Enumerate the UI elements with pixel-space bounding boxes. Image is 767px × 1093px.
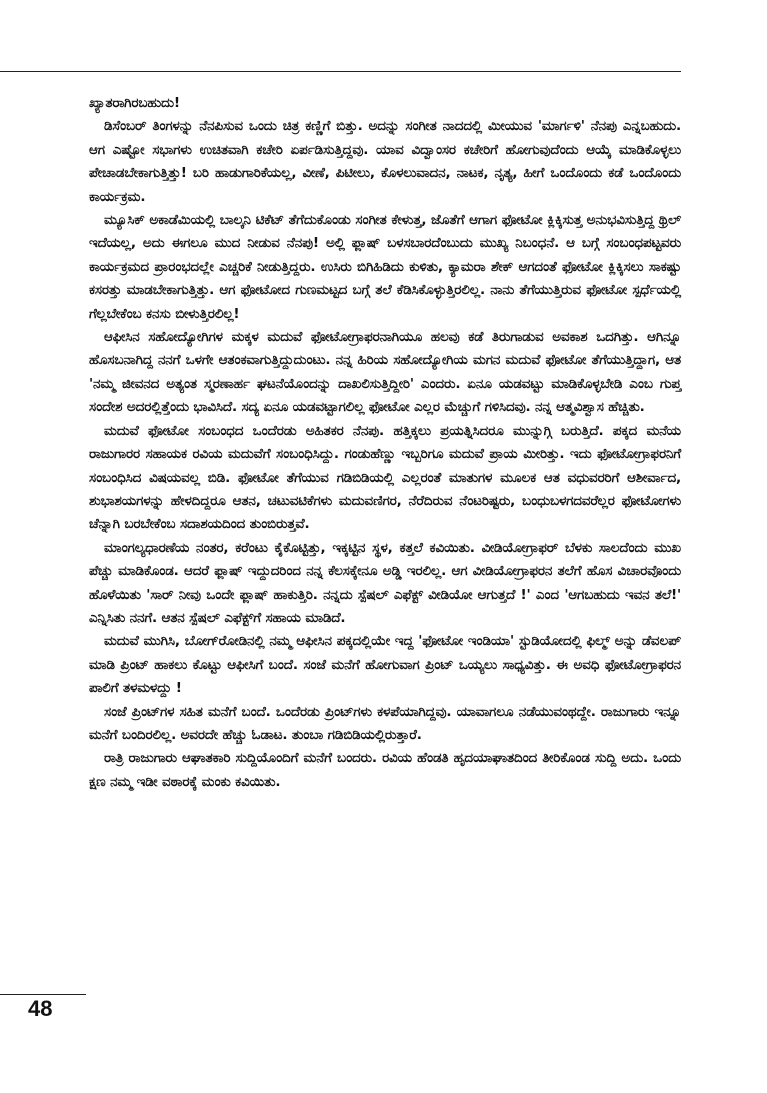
top-rule — [0, 71, 681, 72]
article-body — [89, 92, 681, 794]
paragraph: ಖ್ಯಾತರಾಗಿರಬಹುದು! — [89, 95, 180, 111]
paragraph: ಮದುವೆ ಮುಗಿಸಿ, ಬೋಗ್‌ರೋಡಿನಲ್ಲಿ ನಮ್ಮ ಆಫೀಸಿನ ಪಕ್ಕದಲ್ಲಿಯೇ ಇದ್ದ 'ಫೋಟೋ ಇಂಡಿಯಾ' ಸ್ಟುಡಿಯೋದಲ್ಲಿ ಫಿಲ್ಮ್ ಅನ್ನು ಡೆವಲಪ್ ಮಾಡಿ ಪ್ರಿಂಟ್ ಹಾಕಲು ಕೊಟ್ಟು ಆಫೀಸಿಗೆ ಬಂದೆ. ಸಂಜೆ ಮನೆಗೆ ಹೋಗುವಾಗ ಪ್ರಿಂಟ್ ಒಯ್ಯಲು ಸಾಧ್ಯವಿತ್ತು. ಈ ಅವಧಿ ಫೋಟೋಗ್ರಾಫರನ ಪಾಲಿಗೆ ತಳಮಳದ್ದು ! — [89, 633, 681, 697]
footer-rule — [0, 994, 86, 995]
paragraph: ಮ್ಯೂಸಿಕ್ ಅಕಾಡೆಮಿಯಲ್ಲಿ ಬಾಲ್ಕನಿ ಟಿಕೆಟ್ ತೆಗೆದುಕೊಂಡು ಸಂಗೀತ ಕೇಳುತ್ತ, ಜೊತೆಗೆ ಆಗಾಗ ಫೋಟೋ ಕ್ಲಿಕ್ಕಿಸುತ್ತ ಅನುಭವಿಸುತ್ತಿದ್ದ ಥ್ರಿಲ್ ಇದೆಯಲ್ಲ, ಅದು ಈಗಲೂ ಮುದ ನೀಡುವ ನೆನಪು! ಅಲ್ಲಿ ಫ್ಲಾಷ್ ಬಳಸಬಾರದೆಂಬುದು ಮುಖ್ಯ ನಿಬಂಧನೆ. ಆ ಬಗ್ಗೆ ಸಂಬಂಧಪಟ್ಟವರು ಕಾರ್ಯಕ್ರಮದ ಪ್ರಾರಂಭದಲ್ಲೇ ಎಚ್ಚರಿಕೆ ನೀಡುತ್ತಿದ್ದರು. ಉಸಿರು ಬಿಗಿಹಿಡಿದು ಕುಳಿತು, ಕ್ಯಾಮರಾ ಶೇಕ್ ಆಗದಂತೆ ಫೋಟೋ ಕ್ಲಿಕ್ಕಿಸಲು ಸಾಕಷ್ಟು ಕಸರತ್ತು ಮಾಡಬೇಕಾಗುತ್ತಿತ್ತು. ಆಗ ಫೋಟೋದ ಗುಣಮಟ್ಟದ ಬಗ್ಗೆ ತಲೆ ಕೆಡಿಸಿಕೊಳ್ಳುತ್ತಿರಲಿಲ್ಲ. ನಾನು ತೆಗೆಯುತ್ತಿರುವ ಫೋಟೋ ಸ್ಪರ್ಧೆಯಲ್ಲಿ ಗೆಲ್ಲಬೇಕೆಂಬ ಕನಸು ಬೀಳುತ್ತಿರಲಿಲ್ಲ! — [89, 212, 681, 322]
paragraph: ಆಫೀಸಿನ ಸಹೋದ್ಯೋಗಿಗಳ ಮಕ್ಕಳ ಮದುವೆ ಫೋಟೋಗ್ರಾಫರನಾಗಿಯೂ ಹಲವು ಕಡೆ ತಿರುಗಾಡುವ ಅವಕಾಶ ಒದಗಿತ್ತು. ಆಗಿನ್ನೂ ಹೊಸಬನಾಗಿದ್ದ ನನಗೆ ಒಳಗೇ ಆತಂಕವಾಗುತ್ತಿದ್ದುದುಂಟು. ನನ್ನ ಹಿರಿಯ ಸಹೋದ್ಯೋಗಿಯ ಮಗನ ಮದುವೆ ಫೋಟೋ ತೆಗೆಯುತ್ತಿದ್ದಾಗ, ಆತ 'ನಮ್ಮ ಜೀವನದ ಅತ್ಯಂತ ಸ್ಮರಣಾರ್ಹ ಘಟನೆಯೊಂದನ್ನು ದಾಖಲಿಸುತ್ತಿದ್ದೀರಿ' ಎಂದರು. ಏನೂ ಯಡವಟ್ಟು ಮಾಡಿಕೊಳ್ಳಬೇಡಿ ಎಂಬ ಗುಪ್ತ ಸಂದೇಶ ಅದರಲ್ಲಿತ್ತೆಂದು ಭಾವಿಸಿದೆ. ಸದ್ಯ ಏನೂ ಯಡವಟ್ಟಾಗಲಿಲ್ಲ ಫೋಟೋ ಎಲ್ಲರ ಮೆಚ್ಚುಗೆ ಗಳಿಸಿದವು. ನನ್ನ ಆತ್ಮವಿಶ್ವಾಸ ಹೆಚ್ಚಿತು. — [89, 329, 681, 416]
paragraph: ಡಿಸೆಂಬರ್ ತಿಂಗಳನ್ನು ನೆನಪಿಸುವ ಒಂದು ಚಿತ್ರ ಕಣ್ಣಿಗೆ ಬಿತ್ತು. ಅದನ್ನು ಸಂಗೀತ ನಾದದಲ್ಲಿ ಮೀಯುವ 'ಮಾರ್ಗಳಿ' ನೆನಪು ಎನ್ನಬಹುದು. ಆಗ ಎಷ್ಟೋ ಸಭಾಗಳು ಉಚಿತವಾಗಿ ಕಚೇರಿ ಏರ್ಪಡಿಸುತ್ತಿದ್ದವು. ಯಾವ ವಿದ್ವಾಂಸರ ಕಚೇರಿಗೆ ಹೋಗುವುದೆಂದು ಆಯ್ಕೆ ಮಾಡಿಕೊಳ್ಳಲು ಪೇಚಾಡಬೇಕಾಗುತ್ತಿತ್ತು! ಬರಿ ಹಾಡುಗಾರಿಕೆಯಲ್ಲ, ವೀಣೆ, ಪಿಟೀಲು, ಕೊಳಲುವಾದನ, ನಾಟಕ, ನೃತ್ಯ, ಹೀಗೆ ಒಂದೊಂದು ಕಡೆ ಒಂದೊಂದು ಕಾರ್ಯಕ್ರಮ. — [89, 118, 681, 205]
paragraph: ರಾತ್ರಿ ರಾಜುಗಾರು ಆಘಾತಕಾರಿ ಸುದ್ದಿಯೊಂದಿಗೆ ಮನೆಗೆ ಬಂದರು. ರವಿಯ ಹೆಂಡತಿ ಹೃದಯಾಘಾತದಿಂದ ತೀರಿಕೊಂಡ ಸುದ್ದಿ ಅದು. ಒಂದು ಕ್ಷಣ ನಮ್ಮ ಇಡೀ ವಠಾರಕ್ಕೆ ಮಂಕು ಕವಿಯಿತು. — [89, 750, 681, 790]
paragraph: ಮದುವೆ ಫೋಟೋ ಸಂಬಂಧದ ಒಂದೆರಡು ಅಹಿತಕರ ನೆನಪು. ಹತ್ತಿಕ್ಕಲು ಪ್ರಯತ್ನಿಸಿದರೂ ಮುನ್ನುಗ್ಗಿ ಬರುತ್ತಿದೆ. ಪಕ್ಕದ ಮನೆಯ ರಾಜುಗಾರರ ಸಹಾಯಕ ರವಿಯ ಮದುವೆಗೆ ಸಂಬಂಧಿಸಿದ್ದು. ಗಂಡುಹೆಣ್ಣು ಇಬ್ಬರಿಗೂ ಮದುವೆ ಪ್ರಾಯ ಮೀರಿತ್ತು. ಇದು ಫೋಟೋಗ್ರಾಫರನಿಗೆ ಸಂಬಂಧಿಸಿದ ವಿಷಯವಲ್ಲ ಬಿಡಿ. ಫೋಟೋ ತೆಗೆಯುವ ಗಡಿಬಿಡಿಯಲ್ಲಿ ಎಲ್ಲರಂತೆ ಮಾತುಗಳ ಮೂಲಕ ಆತ ವಧುವರರಿಗೆ ಆಶೀರ್ವಾದ, ಶುಭಾಶಯಗಳನ್ನು ಹೇಳದಿದ್ದರೂ ಆತನ, ಚಟುವಟಿಕೆಗಳು ಮದುವಣಿಗರ, ನೆರೆದಿರುವ ನೆಂಟರಿಷ್ಟರು, ಬಂಧುಬಳಗದವರೆಲ್ಲರ ಫೋಟೋಗಳು ಚೆನ್ನಾಗಿ ಬರಬೇಕೆಂಬ ಸದಾಶಯದಿಂದ ತುಂಬಿರುತ್ತವೆ. — [89, 422, 681, 533]
paragraph: ಸಂಜೆ ಪ್ರಿಂಟ್‌ಗಳ ಸಹಿತ ಮನೆಗೆ ಬಂದೆ. ಒಂದೆರಡು ಪ್ರಿಂಟ್‌ಗಳು ಕಳಪೆಯಾಗಿದ್ದವು. ಯಾವಾಗಲೂ ನಡೆಯುವಂಥದ್ದೇ. ರಾಜುಗಾರು ಇನ್ನೂ ಮನೆಗೆ ಬಂದಿರಲಿಲ್ಲ. ಅವರದೇ ಹೆಚ್ಚು ಓಡಾಟ. ತುಂಬಾ ಗಡಿಬಿಡಿಯಲ್ಲಿರುತ್ತಾರೆ. — [89, 703, 681, 743]
paragraph: ಮಾಂಗಲ್ಯಧಾರಣೆಯ ನಂತರ, ಕರೆಂಟು ಕೈಕೊಟ್ಟಿತ್ತು, ಇಕ್ಕಟ್ಟಿನ ಸ್ಥಳ, ಕತ್ತಲೆ ಕವಿಯಿತು. ವೀಡಿಯೋಗ್ರಾಫರ್ ಬೆಳಕು ಸಾಲದೆಂದು ಮುಖ ಪೆಚ್ಚು ಮಾಡಿಕೊಂಡ. ಆದರೆ ಫ್ಲಾಷ್ ಇದ್ದುದರಿಂದ ನನ್ನ ಕೆಲಸಕ್ಕೇನೂ ಅಡ್ಡಿ ಇರಲಿಲ್ಲ. ಆಗ ವೀಡಿಯೋಗ್ರಾಫರನ ತಲೆಗೆ ಹೊಸ ವಿಚಾರವೊಂದು ಹೊಳೆಯಿತು 'ಸಾರ್ ನೀವು ಒಂದೇ ಫ್ಲಾಷ್ ಹಾಕುತ್ತಿರಿ. ನನ್ನದು ಸ್ಪೆಷಲ್ ಎಫೆಕ್ಟ್ ವೀಡಿಯೋ ಆಗುತ್ತದೆ !' ಎಂದ 'ಆಗಬಹುದು ಇವನ ತಲೆ!' ಎನ್ನಿಸಿತು ನನಗೆ. ಆತನ ಸ್ಪೆಷಲ್ ಎಫೆಕ್ಟ್‌ಗೆ ಸಹಾಯ ಮಾಡಿದೆ. — [89, 539, 681, 626]
page-number: 48 — [28, 996, 53, 1021]
